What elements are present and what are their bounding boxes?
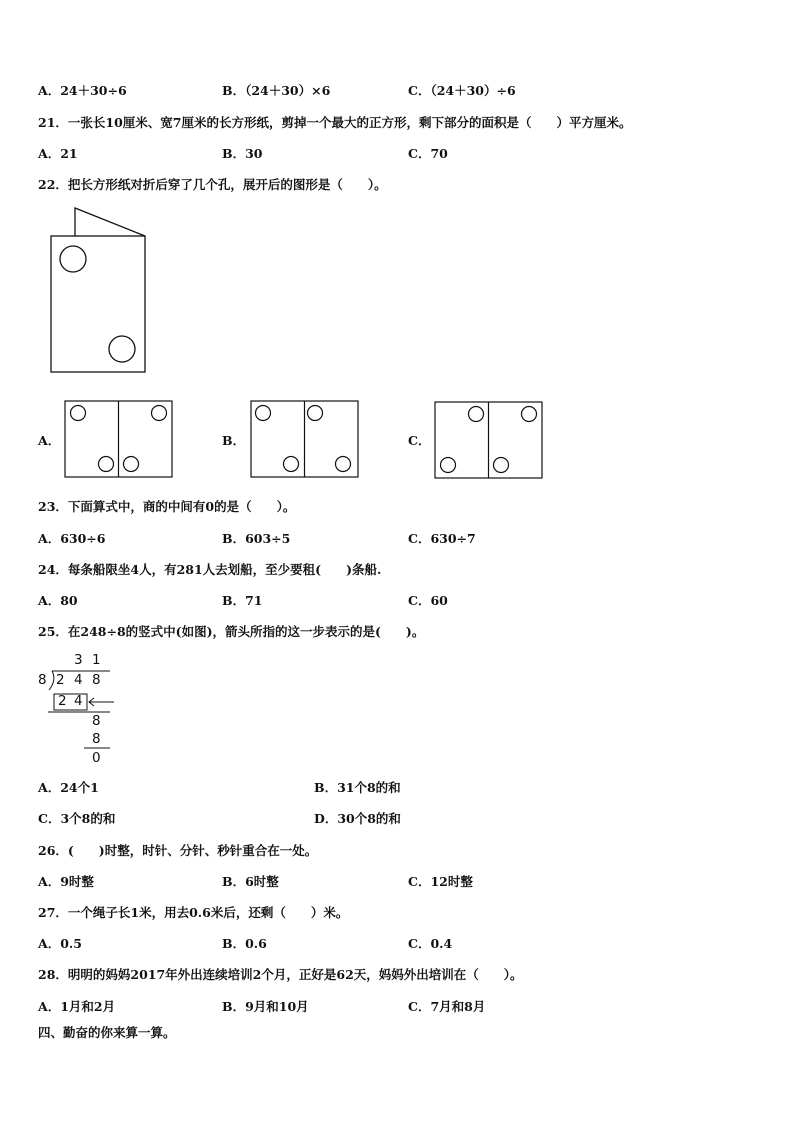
- q21-option-c[interactable]: C．70: [408, 146, 448, 161]
- q28-option-c[interactable]: C．7月和8月: [408, 999, 486, 1014]
- q26-stem: 26．( )时整，时针、分针、秒针重合在一处。: [38, 843, 318, 858]
- q25-option-c[interactable]: C．3个8的和: [38, 811, 116, 826]
- q22-option-a-figure[interactable]: [64, 400, 174, 479]
- q23-option-a-text: A．630÷6: [38, 531, 106, 546]
- q28-option-b[interactable]: B．9月和10月: [222, 999, 309, 1014]
- q22-option-c-label[interactable]: C．: [408, 433, 431, 448]
- q20-option-c[interactable]: C．（24＋30）÷6: [408, 83, 516, 98]
- step1-digit-2: 4: [74, 693, 83, 709]
- dividend-digit-1: 2: [56, 672, 65, 688]
- q27-stem: 27．一个绳子长1米，用去0.6米后，还剩（ ）米。: [38, 905, 349, 920]
- q22-option-c-figure[interactable]: [434, 401, 544, 480]
- q20-option-a[interactable]: A．24＋30÷6: [38, 83, 127, 98]
- q23-option-c[interactable]: [408, 531, 476, 547]
- q28-stem: 28．明明的妈妈2017年外出连续培训2个月，正好是62天，妈妈外出培训在（ ）。: [38, 967, 523, 982]
- step3-digit: 8: [92, 731, 101, 747]
- q25-option-a[interactable]: A．24个1: [38, 780, 99, 795]
- q24-option-a[interactable]: A．80: [38, 593, 78, 608]
- dividend-digit-2: 4: [74, 672, 83, 688]
- q23-option-a[interactable]: [38, 531, 105, 547]
- dividend-digit-3: 8: [92, 672, 101, 688]
- q27-option-c[interactable]: C．0.4: [408, 936, 453, 951]
- folded-flap: [75, 208, 145, 236]
- q21-option-b[interactable]: B．30: [222, 146, 263, 161]
- q24-option-b[interactable]: B．71: [222, 593, 263, 608]
- q23-option-b-text: B．603÷5: [222, 531, 291, 546]
- q25-stem: 25．在248÷8的竖式中(如图)，箭头所指的这一步表示的是( )。: [38, 624, 425, 639]
- q21-option-a[interactable]: A．21: [38, 146, 78, 161]
- q20-option-b[interactable]: B．（24＋30）×6: [222, 83, 331, 98]
- quotient-digit-2: 1: [92, 652, 101, 668]
- q22-option-b-label[interactable]: B．: [222, 433, 246, 448]
- remainder-digit: 0: [92, 750, 101, 766]
- section-4-title: 四、勤奋的你来算一算。: [38, 1025, 176, 1040]
- q25-option-d[interactable]: D．30个8的和: [314, 811, 401, 826]
- q28-option-a[interactable]: A．1月和2月: [38, 999, 116, 1014]
- q22-option-b-figure[interactable]: [250, 400, 360, 479]
- long-division-figure: [34, 652, 124, 770]
- step2-digit: 8: [92, 713, 101, 729]
- hole-bottom-right: [109, 336, 135, 362]
- q26-option-b[interactable]: B．6时整: [222, 874, 279, 889]
- q22-stem: 22．把长方形纸对折后穿了几个孔，展开后的图形是（ ）。: [38, 177, 387, 192]
- q25-option-b[interactable]: B．31个8的和: [314, 780, 401, 795]
- q26-option-a[interactable]: A．9时整: [38, 874, 94, 889]
- q21-stem: 21．一张长10厘米、宽7厘米的长方形纸，剪掉一个最大的正方形，剩下部分的面积是（ ）平方厘米。: [38, 115, 632, 130]
- quotient-digit-1: 3: [74, 652, 83, 668]
- q23-option-c-text: C．630÷7: [408, 531, 476, 546]
- step1-digit-1: 2: [58, 693, 67, 709]
- q24-stem: 24．每条船限坐4人，有281人去划船，至少要租( )条船.: [38, 562, 382, 577]
- q27-option-b[interactable]: B．0.6: [222, 936, 267, 951]
- hole-top-left: [60, 246, 86, 272]
- divisor: 8: [38, 672, 47, 688]
- q27-option-a[interactable]: A．0.5: [38, 936, 82, 951]
- q23-option-b[interactable]: [222, 531, 290, 547]
- folded-paper-figure: [44, 203, 154, 377]
- folded-paper-rect: [51, 236, 145, 372]
- q24-option-c[interactable]: C．60: [408, 593, 448, 608]
- q23-stem: 23．下面算式中，商的中间有0的是（ ）。: [38, 499, 296, 514]
- highlight-box: [54, 694, 87, 710]
- q26-option-c[interactable]: C．12时整: [408, 874, 473, 889]
- long-division-lines: [34, 652, 124, 770]
- q22-option-a-label[interactable]: A．: [38, 433, 61, 448]
